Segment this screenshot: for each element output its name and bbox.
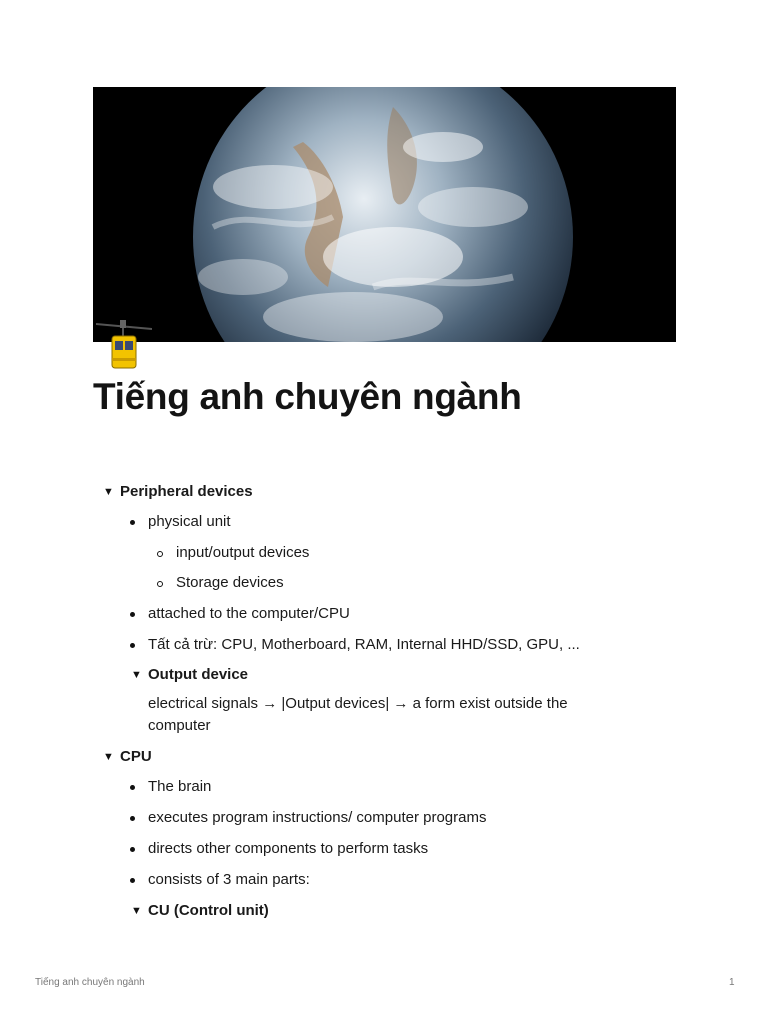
page-title: Tiếng anh chuyên ngành — [93, 376, 522, 417]
toggle-heading[interactable]: Peripheral devices — [120, 483, 253, 500]
bullet-icon — [130, 847, 135, 852]
bullet-icon — [130, 612, 135, 617]
toggle-heading[interactable]: CPU — [120, 748, 152, 765]
list-item: input/output devices — [176, 544, 310, 561]
list-item: The brain — [148, 778, 212, 795]
toggle-triangle-icon[interactable]: ▼ — [131, 905, 142, 917]
earth-image — [93, 87, 676, 342]
list-item: directs other components to perform tasks — [148, 840, 429, 857]
bullet-icon — [130, 816, 135, 821]
aerial-tramway-icon — [96, 318, 152, 370]
cover-image — [93, 87, 676, 342]
footer-page-number: 1 — [729, 977, 735, 988]
footer-doc-title: Tiếng anh chuyên ngành — [35, 977, 145, 988]
bullet-circle-icon — [157, 581, 163, 587]
bullet-circle-icon — [157, 551, 163, 557]
list-item: Storage devices — [176, 574, 284, 591]
toggle-heading[interactable]: CU (Control unit) — [148, 902, 269, 919]
list-item: Tất cả trừ: CPU, Motherboard, RAM, Internal HHD/SSD, GPU, ... — [148, 636, 580, 653]
toggle-heading[interactable]: Output device — [148, 666, 249, 683]
list-item: executes program instructions/ computer programs — [148, 809, 487, 826]
bullet-icon — [130, 785, 135, 790]
toggle-triangle-icon[interactable]: ▼ — [131, 669, 142, 681]
toggle-triangle-icon[interactable]: ▼ — [103, 486, 114, 498]
list-item: physical unit — [148, 513, 231, 530]
bullet-icon — [130, 520, 135, 525]
bullet-icon — [130, 643, 135, 648]
output-device-text: electrical signals → |Output devices| → a form exist outside the computer — [148, 695, 568, 734]
list-item: consists of 3 main parts: — [148, 871, 310, 888]
toggle-triangle-icon[interactable]: ▼ — [103, 751, 114, 763]
list-item: attached to the computer/CPU — [148, 605, 350, 622]
bullet-icon — [130, 878, 135, 883]
